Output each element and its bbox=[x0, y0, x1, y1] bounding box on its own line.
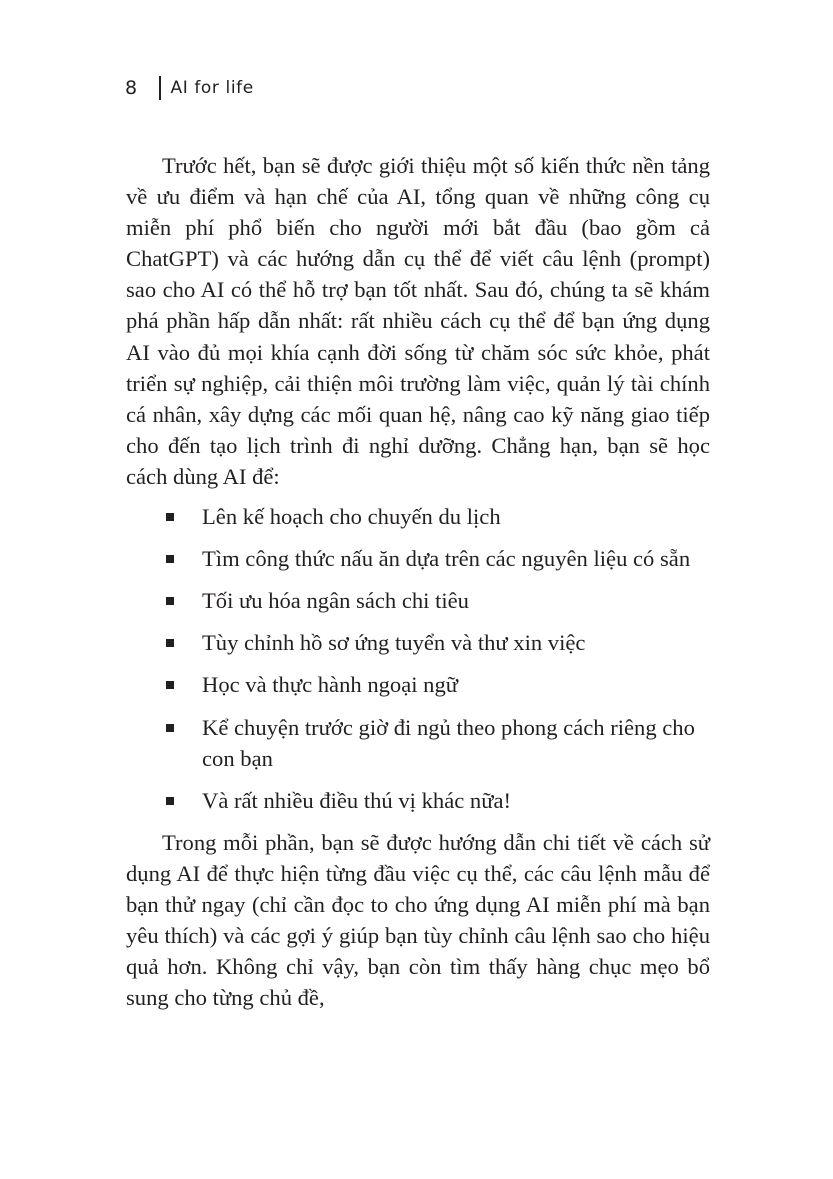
list-item-text: Tùy chỉnh hồ sơ ứng tuyển và thư xin việc bbox=[202, 630, 586, 656]
page-number: 8 bbox=[125, 77, 138, 99]
square-bullet-icon bbox=[166, 555, 174, 563]
square-bullet-icon bbox=[166, 681, 174, 689]
intro-paragraph: Trước hết, bạn sẽ được giới thiệu một số kiến thức nền tảng về ưu điểm và hạn chế của AI, tổng quan về những công cụ miễn phí phổ biến cho người mới bắt đầu (bao gồm cả ChatGPT) và các hướng dẫn cụ thể để viết câu lệnh (prompt) sao cho AI có thể hỗ trợ bạn tốt nhất. Sau đó, chúng ta sẽ khám phá phần hấp dẫn nhất: rất nhiều cách cụ thể để bạn ứng dụng AI vào đủ mọi khía cạnh đời sống từ chăm sóc sức khỏe, phát triển sự nghiệp, cải thiện môi trường làm việc, quản lý tài chính cá nhân, xây dựng các mối quan hệ, nâng cao kỹ năng giao tiếp cho đến tạo lịch trình đi nghỉ dưỡng. Chẳng hạn, bạn sẽ học cách dùng AI để: bbox=[126, 153, 710, 489]
square-bullet-icon bbox=[166, 797, 174, 805]
book-title: AI for life bbox=[170, 78, 254, 98]
running-header bbox=[125, 72, 254, 104]
list-item-text: Tối ưu hóa ngân sách chi tiêu bbox=[202, 588, 469, 614]
square-bullet-icon bbox=[166, 597, 174, 605]
bullet-list bbox=[126, 501, 710, 816]
list-item-text: Và rất nhiều điều thú vị khác nữa! bbox=[202, 787, 511, 813]
square-bullet-icon bbox=[166, 639, 174, 647]
square-bullet-icon bbox=[166, 724, 174, 732]
list-item-text: Tìm công thức nấu ăn dựa trên các nguyên liệu có sẵn bbox=[202, 546, 691, 572]
list-item bbox=[126, 543, 710, 574]
list-item bbox=[126, 669, 710, 700]
list-item-text: Lên kế hoạch cho chuyến du lịch bbox=[202, 504, 501, 530]
list-item-text: Kể chuyện trước giờ đi ngủ theo phong cách riêng cho con bạn bbox=[202, 714, 695, 771]
closing-paragraph: Trong mỗi phần, bạn sẽ được hướng dẫn chi tiết về cách sử dụng AI để thực hiện từng đầu việc cụ thể, các câu lệnh mẫu để bạn thử ngay (chỉ cần đọc to cho ứng dụng AI miễn phí mà bạn yêu thích) và các gợi ý giúp bạn tùy chỉnh câu lệnh sao cho hiệu quả hơn. Không chỉ vậy, bạn còn tìm thấy hàng chục mẹo bổ sung cho từng chủ đề, bbox=[126, 829, 710, 1011]
list-item bbox=[126, 785, 710, 816]
list-item-text: Học và thực hành ngoại ngữ bbox=[202, 672, 459, 698]
list-item bbox=[126, 501, 710, 532]
list-item bbox=[126, 585, 710, 616]
square-bullet-icon bbox=[166, 513, 174, 521]
body-text bbox=[126, 150, 710, 1013]
header-divider bbox=[159, 76, 161, 100]
list-item bbox=[126, 627, 710, 658]
list-item bbox=[126, 712, 710, 774]
